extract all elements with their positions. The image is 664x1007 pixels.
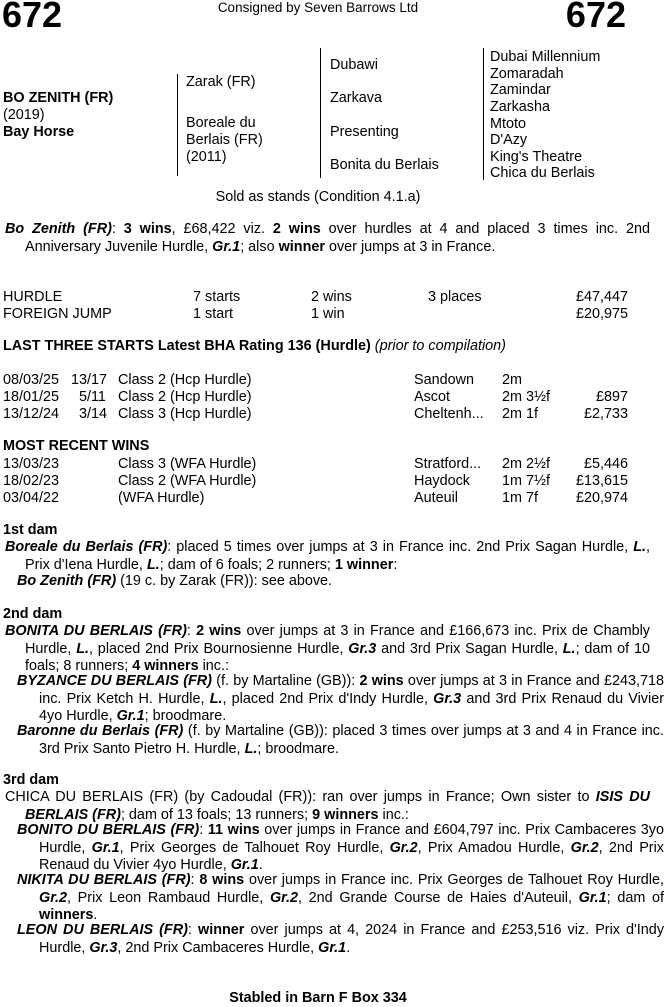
pedigree-line-2: [320, 48, 321, 178]
offspring-text: , Prix Amadou Hurdle,: [417, 839, 571, 856]
offspring-text: , Prix Leon Rambaud Hurdle,: [67, 889, 270, 906]
offspring-wins: 11 wins: [207, 822, 260, 838]
sale-condition: Sold as stands (Condition 4.1.a): [215, 189, 421, 205]
offspring-text: :: [190, 872, 200, 888]
third-dam-offspring-3: [3, 922, 664, 957]
pedigree-dd: Bonita du Berlais: [330, 157, 439, 173]
third-dam-offspring-1: [3, 822, 664, 875]
pedigree-sire: Zarak (FR): [186, 74, 256, 90]
first-dam-name: Boreale du Berlais (FR): [5, 539, 168, 555]
summary-paragraph: [3, 221, 650, 256]
offspring-text: , Prix Georges de Talhouet Roy Hurdle,: [119, 839, 390, 856]
second-dam-offspring-1: [3, 673, 664, 726]
offspring-name: LEON DU BERLAIS (FR): [17, 922, 188, 938]
grade-marker: Gr.1: [116, 708, 145, 724]
offspring-text: ; broodmare.: [144, 708, 227, 724]
offspring-winners: winners: [39, 907, 94, 923]
pedigree-sss: Dubai Millennium: [490, 49, 601, 65]
offspring-text: (f. by Martaline (GB)): placed 3 times over jumps at 3 and 4 in France inc. 3rd Prix Santo Pietro H. Hurdle,: [39, 723, 664, 757]
race-course: Cheltenh...: [414, 406, 484, 422]
offspring-text: over jumps in France inc. Prix Georges de Talhouet Roy Hurdle,: [244, 872, 664, 888]
second-dam-text: :: [186, 623, 197, 639]
race-date: 03/04/22: [3, 490, 60, 506]
record-wins: 2 wins: [311, 289, 352, 305]
record-type: FOREIGN JUMP: [3, 306, 112, 322]
pedigree-line-3: [483, 48, 484, 180]
race-course: Ascot: [414, 389, 450, 405]
offspring-text: , 2nd Grande Course de Haies d'Auteuil,: [297, 889, 579, 906]
grade-marker: Gr.3: [89, 939, 118, 956]
offspring-text: , 2nd Prix Renaud du Vivier 4yo Hurdle,: [39, 839, 664, 873]
last-three-table: [3, 372, 628, 423]
race-date: 08/03/25: [3, 372, 60, 388]
last-three-note: (prior to compilation): [374, 338, 506, 354]
race-prize: £5,446: [583, 456, 628, 472]
race-class: Class 2 (WFA Hurdle): [118, 473, 257, 489]
offspring-wins: 2 wins: [359, 673, 404, 689]
offspring-name: Bo Zenith (FR): [17, 573, 117, 589]
offspring-text: ; broodmare.: [257, 740, 339, 757]
listed-marker: L.: [76, 640, 89, 657]
first-dam-text: : placed 5 times over jumps at 3 in France inc. 2nd Prix Sagan Hurdle,: [167, 539, 634, 555]
race-class: Class 3 (Hcp Hurdle): [118, 406, 252, 422]
offspring-name: NIKITA DU BERLAIS (FR): [17, 872, 191, 888]
last-three-heading: LAST THREE STARTS Latest BHA Rating 136 (Hurdle): [3, 338, 371, 354]
first-dam-text: , Prix d'Iena Hurdle,: [25, 539, 651, 573]
race-distance: 2m 1f: [502, 406, 538, 422]
race-distance: 1m 7f: [502, 490, 538, 506]
horse-name: BO ZENITH (FR): [3, 90, 114, 106]
record-row-hurdle: [3, 289, 628, 306]
pedigree-sd: Zarkava: [330, 90, 382, 106]
offspring-name: Baronne du Berlais (FR): [17, 723, 184, 739]
third-dam-heading: 3rd dam: [3, 772, 59, 788]
record-prize: £47,447: [575, 289, 628, 305]
pedigree-sds: Zamindar: [490, 82, 551, 98]
grade-marker: Gr.1: [91, 839, 120, 856]
third-dam-winners: 9 winners: [312, 806, 379, 823]
horse-year: (2019): [3, 107, 45, 123]
race-prize: £13,615: [575, 473, 628, 489]
race-prize: £20,974: [575, 490, 628, 506]
race-distance: 2m: [502, 372, 522, 388]
summary-horse-name: Bo Zenith (FR): [5, 221, 112, 237]
third-dam-name: CHICA DU BERLAIS (FR): [5, 789, 179, 805]
stabled-location: Stabled in Barn F Box 334: [229, 990, 407, 1006]
listed-marker: L.: [146, 556, 160, 573]
grade-marker: Gr.2: [570, 839, 599, 856]
grade-marker: Gr.2: [269, 889, 298, 906]
third-dam-paragraph: [3, 789, 650, 824]
summary-text: ; also: [240, 238, 279, 255]
offspring-text: and 3rd Prix Renaud du Vivier 4yo Hurdle,: [39, 690, 664, 724]
race-date: 18/02/23: [3, 473, 60, 489]
second-dam-text: , placed 2nd Prix Bournosienne Hurdle,: [89, 640, 349, 657]
offspring-text: over jumps in France and £604,797 inc. Prix Cambaceres 3yo Hurdle,: [39, 822, 664, 856]
race-course: Sandown: [414, 372, 475, 388]
grade-marker: Gr.1: [578, 889, 607, 906]
summary-winner: winner: [278, 238, 325, 255]
offspring-text: .: [346, 939, 351, 956]
listed-marker: L.: [633, 539, 647, 555]
summary-text: over jumps at 3 in France.: [324, 238, 496, 255]
grade-marker: Gr.3: [348, 640, 377, 657]
pedigree-line-1: [177, 74, 178, 176]
grade-marker: Gr.3: [433, 690, 462, 707]
second-dam-name: BONITA DU BERLAIS (FR): [5, 623, 187, 639]
race-position: 3/14: [79, 406, 108, 422]
second-dam-wins: 2 wins: [196, 623, 242, 639]
pedigree-ds: Presenting: [330, 124, 399, 140]
grade-marker: Gr.2: [39, 889, 68, 906]
offspring-name: BYZANCE DU BERLAIS (FR): [17, 673, 212, 689]
first-dam-text: :: [393, 556, 398, 573]
consignor: Consigned by Seven Barrows Ltd: [217, 0, 419, 15]
offspring-text: .: [93, 907, 98, 923]
offspring-text: .: [258, 857, 263, 873]
first-dam-paragraph: [3, 539, 650, 574]
race-class: Class 2 (Hcp Hurdle): [118, 372, 252, 388]
race-position: 5/11: [79, 389, 106, 405]
third-dam-offspring-2: [3, 872, 664, 925]
record-starts: 7 starts: [193, 289, 241, 305]
race-distance: 2m 3½f: [502, 389, 550, 405]
offspring-text: (19 c. by Zarak (FR)): see above.: [116, 573, 333, 589]
summary-wins: 3 wins: [123, 221, 172, 237]
offspring-text: :: [199, 822, 208, 838]
record-prize: £20,975: [575, 306, 628, 322]
pedigree-dss: Mtoto: [490, 116, 526, 132]
race-course: Haydock: [414, 473, 470, 489]
third-dam-text: ; dam of 13 foals; 13 runners;: [120, 806, 313, 823]
offspring-text: :: [187, 922, 198, 938]
last-three-row: [3, 406, 628, 423]
horse-description: Bay Horse: [3, 124, 75, 140]
pedigree-sdd: Zarkasha: [490, 99, 550, 115]
summary-grade: Gr.1: [212, 238, 241, 255]
summary-text: , £68,422 viz.: [171, 221, 273, 237]
second-dam-paragraph: [3, 623, 650, 676]
recent-wins-table: [3, 456, 628, 507]
pedigree-ssd: Zomaradah: [490, 66, 564, 82]
grade-marker: Gr.1: [318, 939, 347, 956]
third-dam-text: (by Cadoudal (FR)): ran over jumps in France; Own sister to: [178, 789, 596, 805]
second-dam-winners: 4 winners: [132, 658, 199, 674]
race-course: Auteuil: [414, 490, 459, 506]
own-sister-name: ISIS DU BERLAIS (FR): [25, 789, 650, 823]
lot-number-left: 672: [2, 0, 63, 35]
race-distance: 2m 2½f: [502, 456, 550, 472]
last-three-heading-block: [3, 338, 628, 355]
last-three-row: [3, 389, 628, 406]
first-dam-text: ; dam of 6 foals; 2 runners;: [159, 556, 335, 573]
record-starts: 1 start: [193, 306, 233, 322]
records-table: [3, 289, 628, 323]
summary-text: over hurdles at 4 and placed 3 times inc. 2nd Anniversary Juvenile Hurdle,: [25, 221, 650, 255]
second-dam-offspring-2: [3, 723, 664, 758]
last-three-row: [3, 372, 628, 389]
record-type: HURDLE: [3, 289, 63, 305]
pedigree-dds: King's Theatre: [490, 149, 583, 165]
pedigree-dam-year: (2011): [186, 149, 227, 165]
second-dam-text: ; dam of 10 foals; 8 runners;: [25, 640, 650, 674]
record-wins: 1 win: [311, 306, 345, 322]
pedigree-dam-line1: Boreale du: [186, 115, 256, 131]
listed-marker: L.: [244, 740, 258, 757]
race-date: 13/12/24: [3, 406, 60, 422]
lot-number-right: 672: [565, 0, 626, 35]
record-row-foreign-jump: [3, 306, 628, 323]
race-date: 18/01/25: [3, 389, 60, 405]
recent-win-row: [3, 490, 628, 507]
offspring-text: over jumps at 4, 2024 in France and £253,516 viz. Prix d'Indy Hurdle,: [39, 922, 664, 956]
listed-marker: L.: [209, 690, 223, 707]
second-dam-text: over jumps at 3 in France and £166,673 inc. Prix de Chambly Hurdle,: [25, 623, 650, 657]
race-date: 13/03/23: [3, 456, 60, 472]
race-position: 13/17: [71, 372, 108, 388]
pedigree-ddd: Chica du Berlais: [490, 165, 595, 181]
second-dam-text: inc.:: [198, 658, 229, 674]
race-prize: £897: [595, 389, 628, 405]
recent-win-row: [3, 473, 628, 490]
grade-marker: Gr.2: [389, 839, 418, 856]
recent-wins-heading: MOST RECENT WINS: [3, 438, 150, 454]
offspring-name: BONITO DU BERLAIS (FR): [17, 822, 200, 838]
first-dam-offspring: [3, 573, 664, 591]
second-dam-heading: 2nd dam: [3, 606, 63, 622]
offspring-text: (f. by Martaline (GB)):: [211, 673, 360, 689]
offspring-winner: winner: [198, 922, 245, 938]
race-class: Class 3 (WFA Hurdle): [118, 456, 257, 472]
race-prize: £2,733: [583, 406, 628, 422]
offspring-text: , placed 2nd Prix d'Indy Hurdle,: [222, 690, 434, 707]
pedigree-dsd: D'Azy: [490, 132, 528, 148]
race-course: Stratford...: [414, 456, 482, 472]
grade-marker: Gr.1: [230, 857, 259, 873]
summary-text: :: [111, 221, 124, 237]
pedigree-dam-line2: Berlais (FR): [186, 132, 263, 148]
second-dam-text: and 3rd Prix Sagan Hurdle,: [376, 640, 563, 657]
recent-win-row: [3, 456, 628, 473]
race-class: Class 2 (Hcp Hurdle): [118, 389, 252, 405]
pedigree-ss: Dubawi: [330, 57, 378, 73]
offspring-wins: 8 wins: [199, 872, 245, 888]
first-dam-heading: 1st dam: [3, 522, 58, 538]
race-class: (WFA Hurdle): [118, 490, 205, 506]
first-dam-winners: 1 winner: [334, 556, 394, 573]
race-distance: 1m 7½f: [502, 473, 550, 489]
third-dam-text: inc.:: [378, 806, 409, 823]
offspring-text: ; dam of: [606, 889, 664, 906]
summary-wins-hurdles: 2 wins: [272, 221, 321, 237]
offspring-text: over jumps at 3 in France and £243,718 inc. Prix Ketch H. Hurdle,: [39, 673, 664, 707]
listed-marker: L.: [562, 640, 576, 657]
offspring-text: , 2nd Prix Cambaceres Hurdle,: [117, 939, 319, 956]
record-places: 3 places: [428, 289, 482, 305]
